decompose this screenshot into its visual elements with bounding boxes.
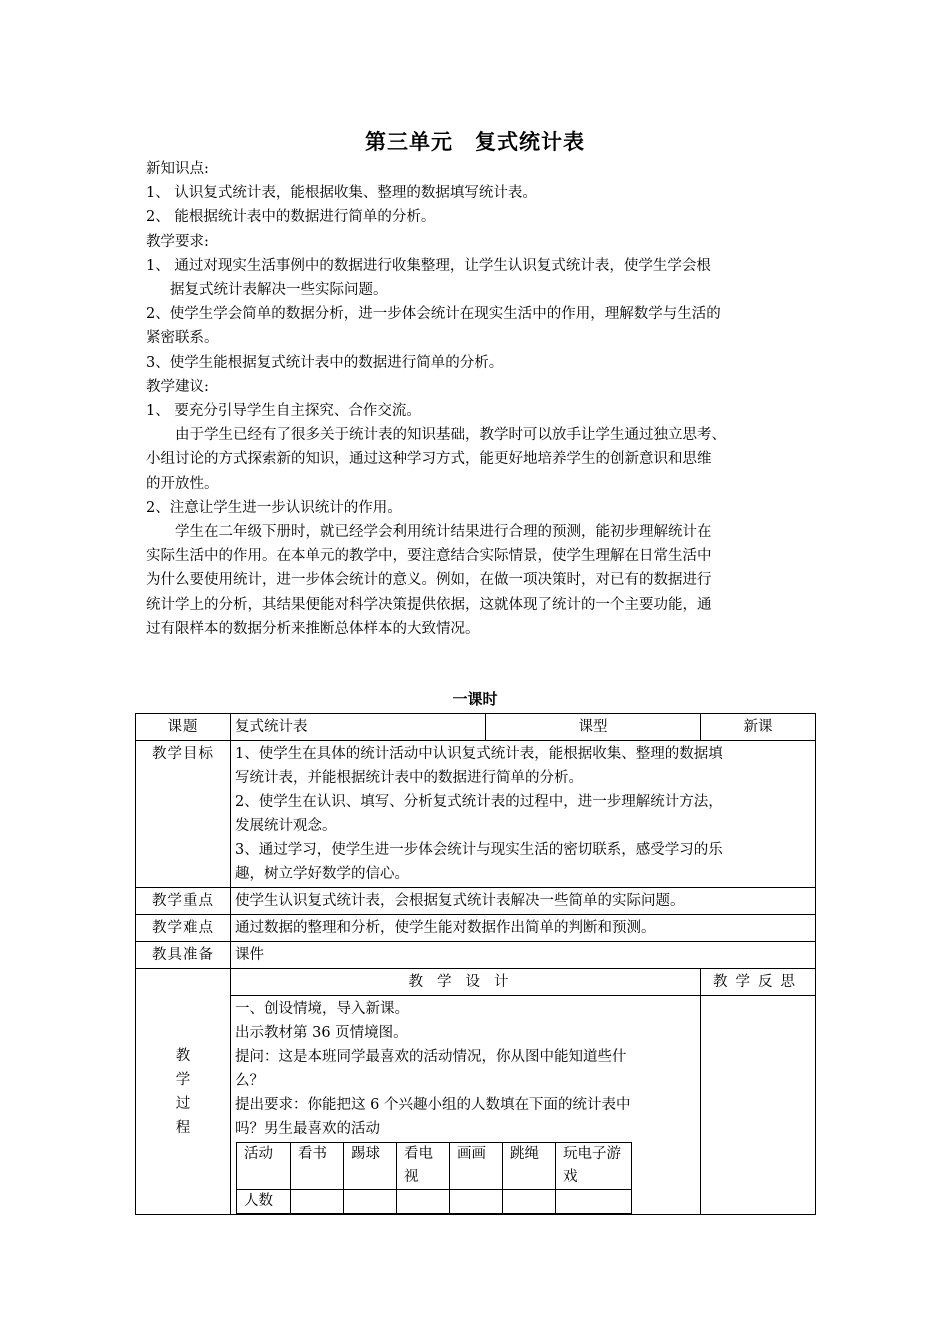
intro-line: 小组讨论的方式探索新的知识，通过这种学习方式，能更好地培养学生的创新意识和思维 bbox=[146, 451, 712, 468]
intro-line: 1、 认识复式统计表，能根据收集、整理的数据填写统计表。 bbox=[146, 185, 537, 202]
activity-header: 画画 bbox=[450, 1143, 503, 1190]
intro-line: 教学建议: bbox=[146, 378, 209, 395]
goal-line: 3、通过学习，使学生进一步体会统计与现实生活的密切联系，感受学习的乐 bbox=[235, 842, 723, 858]
goal-line: 写统计表，并能根据统计表中的数据进行简单的分析。 bbox=[235, 770, 583, 786]
intro-line: 由于学生已经有了很多关于统计表的知识基础，教学时可以放手让学生通过独立思考、 bbox=[175, 427, 726, 444]
type-label: 课型 bbox=[486, 714, 701, 741]
goal-line: 趣，树立学好数学的信心。 bbox=[235, 866, 409, 882]
process-label bbox=[136, 969, 231, 1215]
goal-line: 2、使学生在认识、填写、分析复式统计表的过程中，进一步理解统计方法， bbox=[235, 794, 723, 810]
intro-line: 实际生活中的作用。在本单元的教学中，要注意结合实际情景，使学生理解在日常生活中 bbox=[146, 548, 712, 565]
activity-header: 跳绳 bbox=[503, 1143, 556, 1190]
process-label-char: 学 bbox=[175, 1071, 191, 1088]
intro-line: 紧密联系。 bbox=[146, 330, 219, 347]
intro-line: 2、注意让学生进一步认识统计的作用。 bbox=[146, 499, 402, 516]
intro-line: 2、使学生学会简单的数据分析，进一步体会统计在现实生活中的作用，理解数学与生活的 bbox=[146, 306, 721, 323]
tools-value: 课件 bbox=[231, 942, 816, 969]
goal-line: 1、使学生在具体的统计活动中认识复式统计表，能根据收集、整理的数据填 bbox=[235, 746, 723, 762]
count-cell[interactable] bbox=[556, 1190, 632, 1214]
intro-line: 学生在二年级下册时，就已经学会利用统计结果进行合理的预测，能初步理解统计在 bbox=[175, 524, 712, 541]
count-cell[interactable] bbox=[397, 1190, 450, 1214]
key-point-label: 教学重点 bbox=[136, 888, 231, 915]
intro-line: 1、 要充分引导学生自主探究、合作交流。 bbox=[146, 403, 421, 420]
intro-line: 2、 能根据统计表中的数据进行简单的分析。 bbox=[146, 209, 436, 226]
process-line: 提出要求：你能把这 6 个兴趣小组的人数填在下面的统计表中 bbox=[235, 1097, 631, 1113]
activity-header: 玩电子游戏 bbox=[556, 1143, 632, 1190]
count-cell[interactable] bbox=[450, 1190, 503, 1214]
count-cell[interactable] bbox=[344, 1190, 397, 1214]
intro-line: 1、 通过对现实生活事例中的数据进行收集整理，让学生认识复式统计表，使学生学会根 bbox=[146, 257, 711, 274]
topic-value: 复式统计表 bbox=[231, 714, 486, 741]
unit-title: 第三单元 复式统计表 bbox=[365, 129, 585, 154]
goals-label: 教学目标 bbox=[136, 741, 231, 888]
count-cell[interactable] bbox=[291, 1190, 344, 1214]
reflection-content bbox=[701, 996, 816, 1215]
intro-line: 过有限样本的数据分析来推断总体样本的大致情况。 bbox=[146, 620, 480, 637]
process-line: 提问：这是本班同学最喜欢的活动情况，你从图中能知道些什 bbox=[235, 1049, 627, 1065]
activity-header: 踢球 bbox=[344, 1143, 397, 1190]
intro-line: 的开放性。 bbox=[146, 475, 219, 492]
key-point-value: 使学生认识复式统计表，会根据复式统计表解决一些简单的实际问题。 bbox=[231, 888, 816, 915]
activity-header: 活动 bbox=[237, 1143, 291, 1190]
type-value: 新课 bbox=[701, 714, 816, 741]
lesson-plan-table bbox=[135, 713, 816, 1215]
activity-table bbox=[236, 1142, 632, 1214]
process-line: 吗？男生最喜欢的活动 bbox=[235, 1121, 380, 1137]
goals-content bbox=[231, 741, 816, 888]
process-line: 一、创设情境，导入新课。 bbox=[235, 1001, 409, 1017]
goal-line: 发展统计观念。 bbox=[235, 818, 337, 834]
intro-line: 新知识点: bbox=[146, 161, 209, 177]
intro-line: 教学要求: bbox=[146, 233, 209, 250]
intro-line: 为什么要使用统计，进一步体会统计的意义。例如，在做一项决策时，对已有的数据进行 bbox=[146, 572, 712, 589]
intro-line: 3、使学生能根据复式统计表中的数据进行简单的分析。 bbox=[146, 354, 504, 371]
process-label-char: 程 bbox=[175, 1119, 191, 1136]
process-label-char: 教 bbox=[175, 1047, 191, 1064]
design-header: 教学设计 bbox=[231, 969, 701, 996]
lesson-title: 一课时 bbox=[452, 690, 498, 708]
count-cell[interactable] bbox=[503, 1190, 556, 1214]
intro-line: 据复式统计表解决一些实际问题。 bbox=[170, 282, 388, 299]
count-label: 人数 bbox=[237, 1190, 291, 1214]
reflection-header: 教学反思 bbox=[701, 969, 816, 996]
process-line: 么？ bbox=[235, 1073, 264, 1089]
intro-text bbox=[146, 157, 816, 641]
tools-label: 教具准备 bbox=[136, 942, 231, 969]
difficulty-value: 通过数据的整理和分析，使学生能对数据作出简单的判断和预测。 bbox=[231, 915, 816, 942]
process-content bbox=[231, 996, 701, 1215]
topic-label: 课题 bbox=[136, 714, 231, 741]
process-label-char: 过 bbox=[175, 1095, 191, 1112]
difficulty-label: 教学难点 bbox=[136, 915, 231, 942]
activity-header: 看电视 bbox=[397, 1143, 450, 1190]
intro-line: 统计学上的分析，其结果便能对科学决策提供依据，这就体现了统计的一个主要功能，通 bbox=[146, 596, 712, 613]
process-line: 出示教材第 36 页情境图。 bbox=[235, 1025, 408, 1041]
activity-header: 看书 bbox=[291, 1143, 344, 1190]
